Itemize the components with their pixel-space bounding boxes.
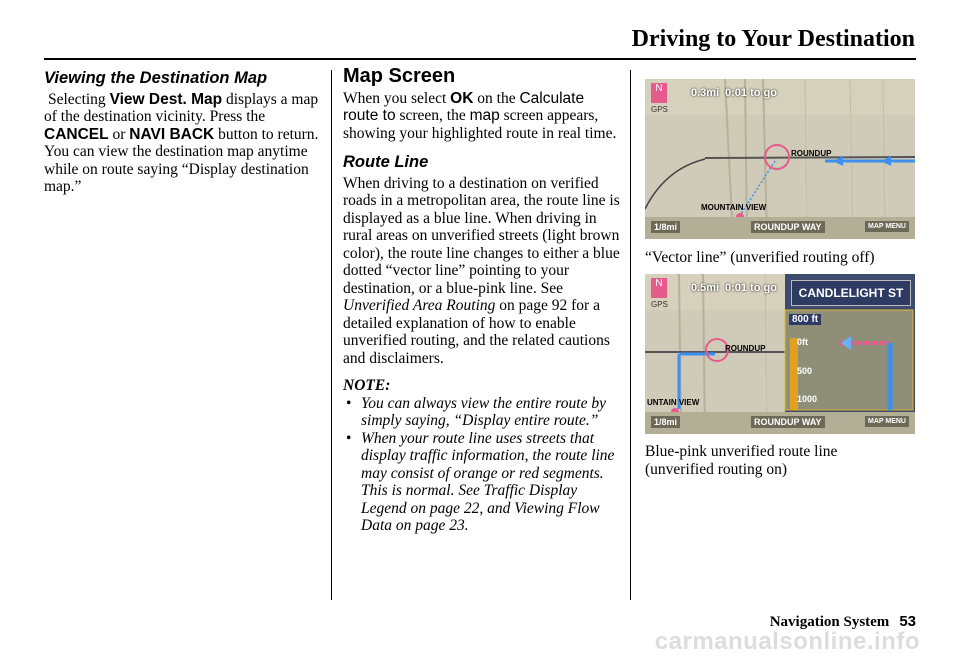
map-menu-button: MAP MENU [865,416,909,427]
caption-vector-line: “Vector line” (unverified routing off) [645,249,875,266]
text: button to return. You can view the destination map anytime while on route saying “Display destination map.” [44,125,319,195]
gps-label: GPS [651,105,668,114]
map-screen-paragraph [343,90,621,143]
north-indicator-icon: N [651,278,667,298]
distance-tick: 500 [797,366,813,376]
distance-tick: 0ft [797,337,808,347]
map-menu-button: MAP MENU [865,221,909,232]
map-label: map [469,107,500,124]
time-readout: 0:01 to go [725,282,777,294]
cancel-label: CANCEL [44,125,109,143]
section-heading-destination-map: Viewing the Destination Map [44,69,268,87]
panel-distance: 800 ft [789,314,821,325]
text: When you select [343,89,451,107]
street-label: ROUNDUP [791,149,832,158]
calculate-route-label: Calculate route to [343,89,585,124]
scale-label: 1/8mi [651,221,680,233]
street-label: ROUNDUP [725,344,766,353]
time-readout: 0:01 to go [725,87,777,99]
map-screenshot-blue-pink-line [645,274,915,434]
scale-label: 1/8mi [651,416,680,428]
gps-label: GPS [651,300,668,309]
text: on the [473,89,520,107]
caption-blue-pink-line: Blue-pink unverified route line (unverified routing on) [645,443,838,478]
text: on page 92 for a detailed explanation of how to enable unverified routing, and the related cautions and disclaimers. [343,297,610,367]
road-name-label: ROUNDUP WAY [751,221,825,233]
header-rule [44,58,916,60]
section-heading-route-line: Route Line [343,153,429,171]
text: When driving to a destination on verified roads in a metropolitan area, the route line is displayed as a blue line. When driving in rural areas on unverified streets (light brown color), the route line changes to either a blue dotted “vector line” pointing to your destination, or a blue-pink line. See [343,174,620,297]
text: Selecting [48,90,110,108]
column-divider-1 [331,70,332,600]
text: displays a map of the destination vicinity. Press the [44,90,319,125]
column-divider-2 [630,70,631,600]
section-heading-map-screen: Map Screen [343,65,456,87]
ok-label: OK [450,89,474,107]
distance-tick: 1000 [797,394,818,404]
view-dest-map-label: View Dest. Map [109,90,223,108]
map1-canvas [645,79,915,239]
note-item: • When your route line uses streets that display traffic information, the route line may consist of orange or red segments. This is normal. See Traffic Display Legend on page 22, and Viewing Flow Data on page 23. [343,430,621,535]
watermark: carmanualsonline.info [654,628,920,655]
note-item: • You can always view the entire route by simply saying, “Display entire route.” [343,395,621,430]
map-screenshot-vector-line [645,79,915,239]
unverified-routing-ref: Unverified Area Routing [343,297,496,314]
footer-label: Navigation System [769,614,890,630]
page-number: 53 [899,613,916,630]
route-line-paragraph [343,175,621,368]
text: or [108,125,130,143]
next-street-panel: CANDLELIGHT ST [791,280,911,306]
text: screen appears, showing your highlighted route in real time. [343,107,617,142]
north-indicator-icon: N [651,83,667,103]
street-label: MOUNTAIN VIEW [701,203,767,212]
note-list [343,395,621,535]
left-column [44,70,320,196]
text: screen, the [395,107,470,124]
distance-readout: 0.3mi [691,87,720,99]
middle-column [343,65,621,535]
note-label: NOTE: [343,377,391,394]
road-name-label: ROUNDUP WAY [751,416,825,428]
street-label: UNTAIN VIEW [647,398,700,407]
destination-map-paragraph [44,91,320,196]
distance-readout: 0.5mi [691,282,720,294]
page-header-title: Driving to Your Destination [631,26,915,52]
navi-back-label: NAVI BACK [129,125,215,143]
